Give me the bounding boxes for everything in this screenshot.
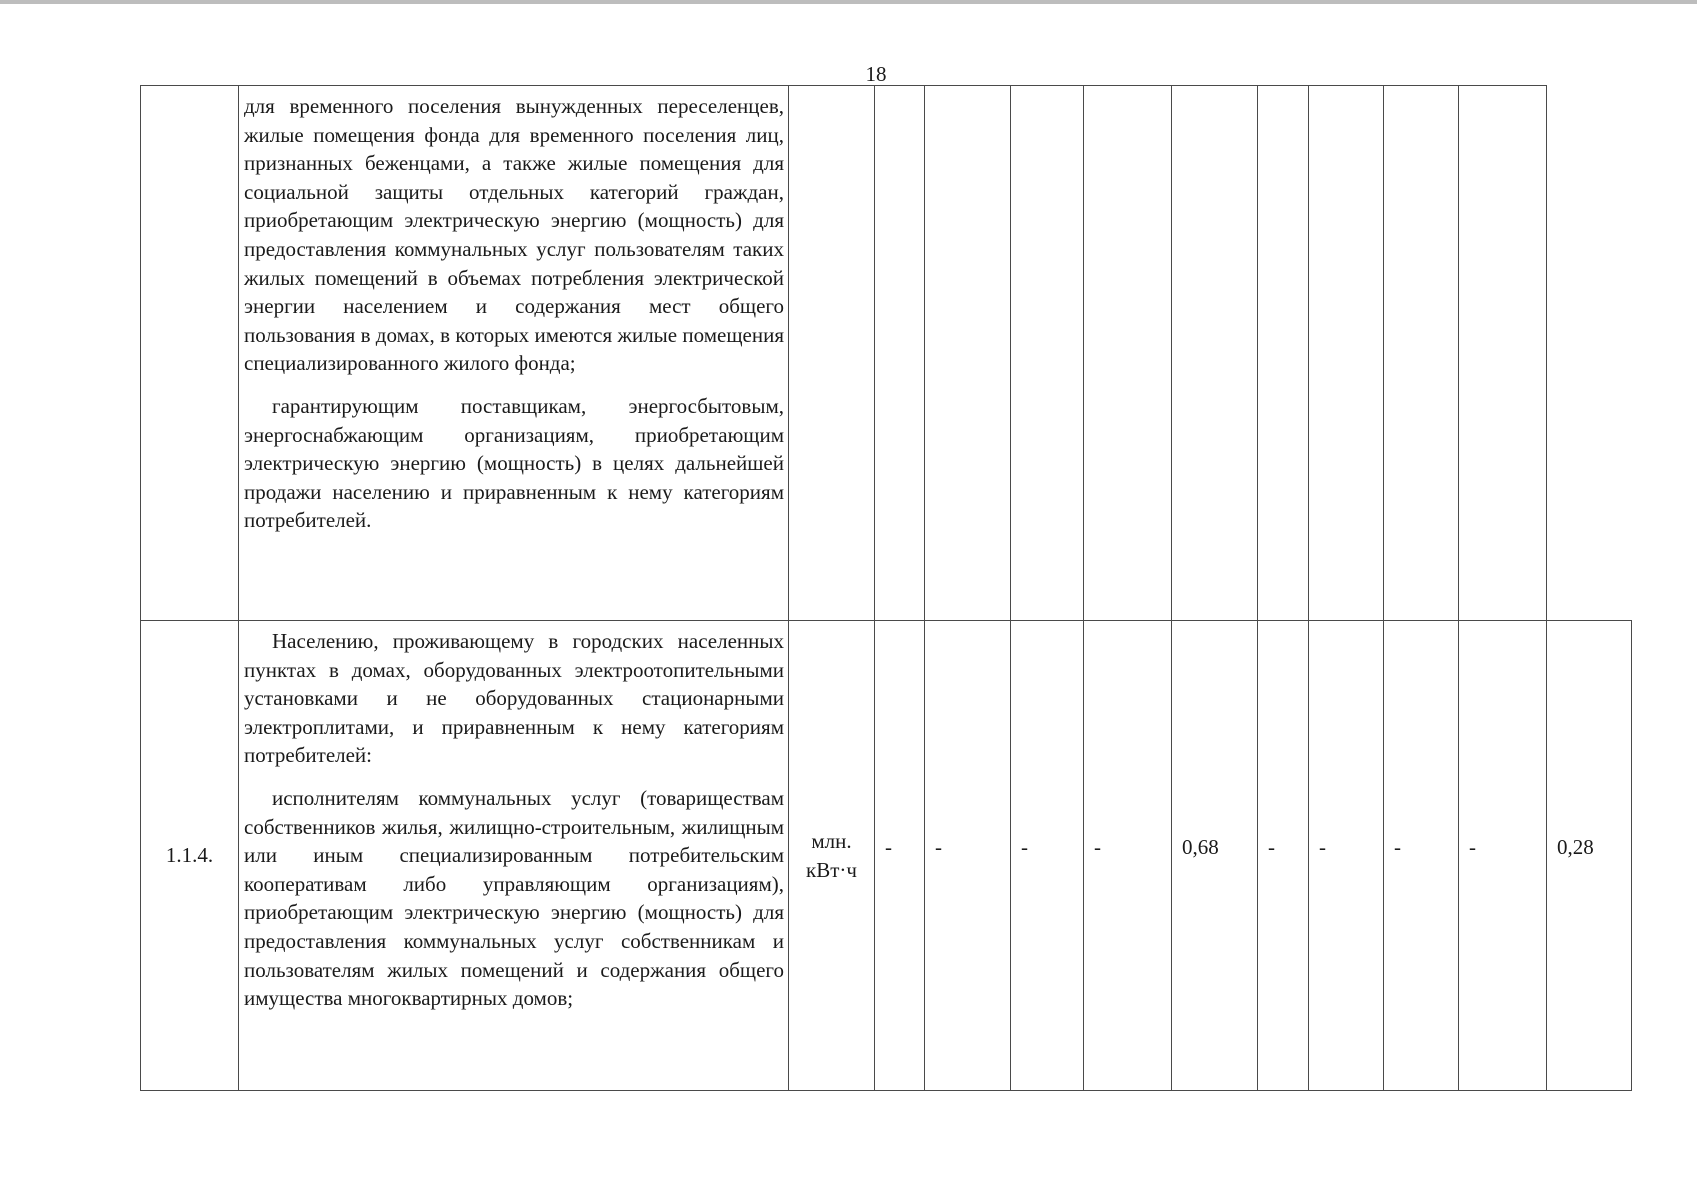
unit-label-line-2: кВт·ч: [806, 857, 857, 882]
value-cell: [875, 621, 925, 1091]
value-cell: [1084, 621, 1172, 1091]
unit-cell: [789, 621, 875, 1091]
value-cell: [1384, 86, 1459, 621]
page-number: 18: [865, 62, 887, 86]
value-text: -: [935, 835, 942, 860]
value-cell: [875, 86, 925, 621]
value-cell: [925, 86, 1011, 621]
value-cell: [1384, 621, 1459, 1091]
row-number-cell: [141, 86, 239, 621]
value-cell: [1547, 621, 1632, 1091]
value-cell: [925, 621, 1011, 1091]
value-cell: [1172, 621, 1258, 1091]
value-text: -: [1319, 835, 1326, 860]
table-row: [141, 86, 1632, 621]
data-table: [140, 85, 1632, 1091]
table-row: [141, 621, 1632, 1091]
value-cell: [1011, 86, 1084, 621]
value-cell: [1309, 86, 1384, 621]
description-paragraph: для временного поселения вынужденных переселенцев, жилые помещения фонда для временного поселения лиц, признанных беженцами, а также жилые помещения для социальной защиты отдельных категорий граждан, приобретающим электрическую энергию (мощность) для предоставления коммунальных услуг пользователям таких жилых помещений в объемах потребления электрической энергии населением и содержания мест общего пользования в домах, в которых имеются жилые помещения специализированного жилого фонда;: [244, 94, 784, 376]
value-cell: [1459, 621, 1547, 1091]
value-text: -: [1469, 835, 1476, 860]
description-paragraph: Населению, проживающему в городских населенных пунктах в домах, оборудованных электроотопительными установками и не оборудованных стационарными электроплитами, и приравненным к нему категориям потребителей:: [244, 629, 784, 768]
value-text: -: [1094, 835, 1101, 860]
value-cell: [1258, 86, 1309, 621]
value-text: -: [1394, 835, 1401, 860]
scan-top-edge: [0, 0, 1697, 4]
value-cell: [1011, 621, 1084, 1091]
unit-cell: [789, 86, 875, 621]
value-cell: [1084, 86, 1172, 621]
value-cell: [1172, 86, 1258, 621]
value-text: 0,68: [1182, 835, 1219, 860]
value-cell: [1309, 621, 1384, 1091]
value-text: -: [1268, 835, 1275, 860]
description-paragraph: исполнителям коммунальных услуг (товариществам собственников жилья, жилищно-строительным, жилищным или иным специализированным потребительским кооперативам либо управляющим организациям), приобретающим электрическую энергию (мощность) для предоставления коммунальных услуг собственникам и пользователям жилых помещений и содержания общего имущества многоквартирных домов;: [244, 785, 784, 1011]
value-cell: [1459, 86, 1547, 621]
unit-label-line-1: млн.: [811, 828, 852, 853]
description-paragraph: гарантирующим поставщикам, энергосбытовым, энергоснабжающим организациям, приобретающим электрическую энергию (мощность) в целях дальнейшей продажи населению и приравненным к нему категориям потребителей.: [244, 393, 784, 533]
description-cell: [239, 621, 789, 1091]
value-text: 0,28: [1557, 835, 1594, 860]
row-number-cell: 1.1.4.: [141, 621, 239, 1091]
description-cell: [239, 86, 789, 621]
value-text: -: [885, 835, 892, 860]
value-cell: [1258, 621, 1309, 1091]
value-text: -: [1021, 835, 1028, 860]
